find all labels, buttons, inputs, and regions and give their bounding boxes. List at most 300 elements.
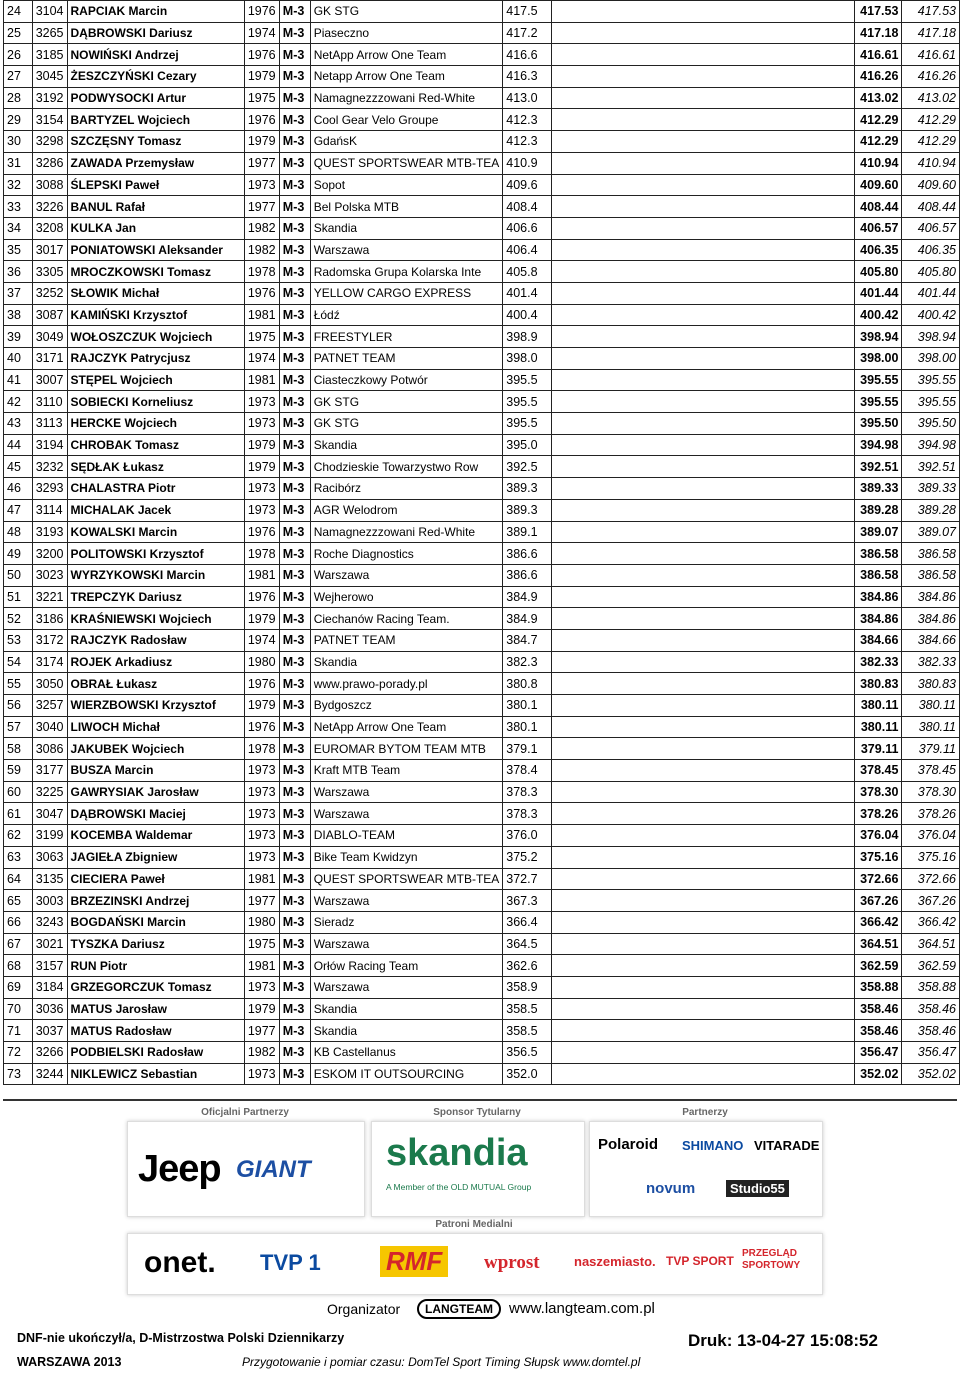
points-cell: 367.3 xyxy=(503,890,552,912)
category-cell: M-3 xyxy=(279,326,310,348)
position-cell: 62 xyxy=(4,825,33,847)
table-row xyxy=(4,933,960,955)
total-cell: 378.26 xyxy=(855,803,902,825)
total-cell: 376.04 xyxy=(855,825,902,847)
points-cell: 412.3 xyxy=(503,109,552,131)
gap-cell xyxy=(551,196,855,218)
final-cell: 376.04 xyxy=(902,825,960,847)
table-row xyxy=(4,174,960,196)
total-cell: 394.98 xyxy=(855,434,902,456)
bib-cell: 3266 xyxy=(32,1042,67,1064)
name-cell: SŁOWIK Michał xyxy=(67,282,244,304)
position-cell: 69 xyxy=(4,976,33,998)
position-cell: 55 xyxy=(4,673,33,695)
gap-cell xyxy=(551,564,855,586)
points-cell: 380.1 xyxy=(503,716,552,738)
final-cell: 412.29 xyxy=(902,109,960,131)
bib-cell: 3232 xyxy=(32,456,67,478)
gap-cell xyxy=(551,282,855,304)
table-row xyxy=(4,499,960,521)
table-row xyxy=(4,521,960,543)
category-cell: M-3 xyxy=(279,976,310,998)
team-cell: Sopot xyxy=(310,174,503,196)
bib-cell: 3184 xyxy=(32,976,67,998)
studio55-logo: Studio55 xyxy=(726,1180,789,1197)
year-cell: 1982 xyxy=(244,1042,279,1064)
category-cell: M-3 xyxy=(279,998,310,1020)
category-cell: M-3 xyxy=(279,738,310,760)
gap-cell xyxy=(551,1063,855,1085)
bib-cell: 3286 xyxy=(32,152,67,174)
name-cell: BARTYZEL Wojciech xyxy=(67,109,244,131)
total-cell: 384.86 xyxy=(855,608,902,630)
position-cell: 40 xyxy=(4,348,33,370)
category-cell: M-3 xyxy=(279,131,310,153)
position-cell: 45 xyxy=(4,456,33,478)
total-cell: 401.44 xyxy=(855,282,902,304)
name-cell: POLITOWSKI Krzysztof xyxy=(67,543,244,565)
gap-cell xyxy=(551,521,855,543)
bib-cell: 3036 xyxy=(32,998,67,1020)
gap-cell xyxy=(551,760,855,782)
total-cell: 380.83 xyxy=(855,673,902,695)
gap-cell xyxy=(551,109,855,131)
bib-cell: 3186 xyxy=(32,608,67,630)
team-cell: GK STG xyxy=(310,391,503,413)
bib-cell: 3040 xyxy=(32,716,67,738)
year-cell: 1982 xyxy=(244,239,279,261)
team-cell: Warszawa xyxy=(310,239,503,261)
wprost-logo: wprost xyxy=(484,1252,540,1273)
gap-cell xyxy=(551,933,855,955)
results-table xyxy=(3,0,960,1085)
table-row xyxy=(4,998,960,1020)
team-cell: Wejherowo xyxy=(310,586,503,608)
year-cell: 1973 xyxy=(244,478,279,500)
name-cell: BRZEZINSKI Andrzej xyxy=(67,890,244,912)
bib-cell: 3257 xyxy=(32,695,67,717)
category-cell: M-3 xyxy=(279,1020,310,1042)
category-cell: M-3 xyxy=(279,44,310,66)
final-cell: 386.58 xyxy=(902,564,960,586)
position-cell: 49 xyxy=(4,543,33,565)
team-cell: Chodzieskie Towarzystwo Row xyxy=(310,456,503,478)
position-cell: 30 xyxy=(4,131,33,153)
points-cell: 352.0 xyxy=(503,1063,552,1085)
name-cell: WYRZYKOWSKI Marcin xyxy=(67,564,244,586)
position-cell: 52 xyxy=(4,608,33,630)
bib-cell: 3225 xyxy=(32,781,67,803)
year-cell: 1981 xyxy=(244,564,279,586)
year-cell: 1978 xyxy=(244,543,279,565)
team-cell: KB Castellanus xyxy=(310,1042,503,1064)
bib-cell: 3021 xyxy=(32,933,67,955)
year-cell: 1973 xyxy=(244,413,279,435)
table-row xyxy=(4,976,960,998)
name-cell: KAMIŃSKI Krzysztof xyxy=(67,304,244,326)
name-cell: SĘDŁAK Łukasz xyxy=(67,456,244,478)
position-cell: 58 xyxy=(4,738,33,760)
gap-cell xyxy=(551,716,855,738)
gap-cell xyxy=(551,499,855,521)
team-cell: Skandia xyxy=(310,1020,503,1042)
table-row xyxy=(4,673,960,695)
category-cell: M-3 xyxy=(279,348,310,370)
category-cell: M-3 xyxy=(279,217,310,239)
total-cell: 372.66 xyxy=(855,868,902,890)
jeep-logo: Jeep xyxy=(138,1148,221,1190)
gap-cell xyxy=(551,22,855,44)
bib-cell: 3063 xyxy=(32,846,67,868)
year-cell: 1973 xyxy=(244,976,279,998)
final-cell: 394.98 xyxy=(902,434,960,456)
table-row xyxy=(4,564,960,586)
position-cell: 63 xyxy=(4,846,33,868)
name-cell: JAGIEŁA Zbigniew xyxy=(67,846,244,868)
name-cell: BOGDAŃSKI Marcin xyxy=(67,911,244,933)
year-cell: 1973 xyxy=(244,1063,279,1085)
year-cell: 1973 xyxy=(244,803,279,825)
position-cell: 25 xyxy=(4,22,33,44)
category-cell: M-3 xyxy=(279,174,310,196)
team-cell: Bel Polska MTB xyxy=(310,196,503,218)
year-cell: 1976 xyxy=(244,716,279,738)
table-row xyxy=(4,1042,960,1064)
table-row xyxy=(4,738,960,760)
table-row xyxy=(4,413,960,435)
total-cell: 400.42 xyxy=(855,304,902,326)
bib-cell: 3174 xyxy=(32,651,67,673)
year-cell: 1973 xyxy=(244,391,279,413)
final-cell: 398.00 xyxy=(902,348,960,370)
gap-cell xyxy=(551,152,855,174)
year-cell: 1981 xyxy=(244,868,279,890)
position-cell: 64 xyxy=(4,868,33,890)
position-cell: 73 xyxy=(4,1063,33,1085)
table-row xyxy=(4,66,960,88)
team-cell: Netapp Arrow One Team xyxy=(310,66,503,88)
table-row xyxy=(4,716,960,738)
position-cell: 37 xyxy=(4,282,33,304)
points-cell: 395.5 xyxy=(503,369,552,391)
category-cell: M-3 xyxy=(279,478,310,500)
team-cell: EUROMAR BYTOM TEAM MTB xyxy=(310,738,503,760)
name-cell: MICHALAK Jacek xyxy=(67,499,244,521)
category-cell: M-3 xyxy=(279,109,310,131)
bib-cell: 3157 xyxy=(32,955,67,977)
position-cell: 24 xyxy=(4,1,33,23)
team-cell: Warszawa xyxy=(310,933,503,955)
points-cell: 376.0 xyxy=(503,825,552,847)
total-cell: 367.26 xyxy=(855,890,902,912)
table-row xyxy=(4,1,960,23)
position-cell: 57 xyxy=(4,716,33,738)
gap-cell xyxy=(551,976,855,998)
gap-cell xyxy=(551,87,855,109)
gap-cell xyxy=(551,217,855,239)
title-sponsor-box xyxy=(371,1121,585,1217)
bib-cell: 3193 xyxy=(32,521,67,543)
name-cell: RAPCIAK Marcin xyxy=(67,1,244,23)
total-cell: 416.61 xyxy=(855,44,902,66)
gap-cell xyxy=(551,846,855,868)
points-cell: 384.7 xyxy=(503,629,552,651)
team-cell: NetApp Arrow One Team xyxy=(310,44,503,66)
position-cell: 29 xyxy=(4,109,33,131)
year-cell: 1976 xyxy=(244,521,279,543)
team-cell: Łódź xyxy=(310,304,503,326)
total-cell: 356.47 xyxy=(855,1042,902,1064)
year-cell: 1981 xyxy=(244,369,279,391)
name-cell: NOWIŃSKI Andrzej xyxy=(67,44,244,66)
year-cell: 1979 xyxy=(244,695,279,717)
category-cell: M-3 xyxy=(279,955,310,977)
bib-cell: 3007 xyxy=(32,369,67,391)
team-cell: Warszawa xyxy=(310,803,503,825)
category-cell: M-3 xyxy=(279,543,310,565)
table-row xyxy=(4,955,960,977)
total-cell: 398.94 xyxy=(855,326,902,348)
gap-cell xyxy=(551,998,855,1020)
points-cell: 410.9 xyxy=(503,152,552,174)
table-row xyxy=(4,391,960,413)
category-cell: M-3 xyxy=(279,890,310,912)
points-cell: 395.5 xyxy=(503,413,552,435)
final-cell: 406.35 xyxy=(902,239,960,261)
year-cell: 1973 xyxy=(244,846,279,868)
total-cell: 389.28 xyxy=(855,499,902,521)
team-cell: Racibórz xyxy=(310,478,503,500)
points-cell: 356.5 xyxy=(503,1042,552,1064)
table-row xyxy=(4,282,960,304)
total-cell: 375.16 xyxy=(855,846,902,868)
points-cell: 366.4 xyxy=(503,911,552,933)
table-row xyxy=(4,304,960,326)
bib-cell: 3047 xyxy=(32,803,67,825)
final-cell: 413.02 xyxy=(902,87,960,109)
gap-cell xyxy=(551,478,855,500)
table-row xyxy=(4,1020,960,1042)
gap-cell xyxy=(551,868,855,890)
separator-line xyxy=(3,1099,957,1101)
points-cell: 386.6 xyxy=(503,543,552,565)
final-cell: 408.44 xyxy=(902,196,960,218)
name-cell: RAJCZYK Patrycjusz xyxy=(67,348,244,370)
novum-logo: novum xyxy=(646,1180,696,1197)
gap-cell xyxy=(551,456,855,478)
position-cell: 59 xyxy=(4,760,33,782)
final-cell: 409.60 xyxy=(902,174,960,196)
category-cell: M-3 xyxy=(279,564,310,586)
polaroid-logo: Polaroid xyxy=(598,1136,659,1153)
gap-cell xyxy=(551,413,855,435)
bib-cell: 3243 xyxy=(32,911,67,933)
partners-label: Partnerzy xyxy=(682,1107,728,1118)
year-cell: 1981 xyxy=(244,955,279,977)
team-cell: Namagnezzzowani Red-White xyxy=(310,87,503,109)
bib-cell: 3200 xyxy=(32,543,67,565)
category-cell: M-3 xyxy=(279,608,310,630)
total-cell: 413.02 xyxy=(855,87,902,109)
position-cell: 61 xyxy=(4,803,33,825)
category-cell: M-3 xyxy=(279,499,310,521)
langteam-url: www.langteam.com.pl xyxy=(509,1300,655,1317)
vitarade-logo: VITARADE xyxy=(754,1138,820,1153)
team-cell: Roche Diagnostics xyxy=(310,543,503,565)
gap-cell xyxy=(551,1042,855,1064)
final-cell: 389.33 xyxy=(902,478,960,500)
position-cell: 39 xyxy=(4,326,33,348)
name-cell: GAWRYSIAK Jarosław xyxy=(67,781,244,803)
table-row xyxy=(4,434,960,456)
position-cell: 44 xyxy=(4,434,33,456)
team-cell: Radomska Grupa Kolarska Inte xyxy=(310,261,503,283)
category-cell: M-3 xyxy=(279,868,310,890)
title-sponsor-label: Sponsor Tytularny xyxy=(433,1107,521,1118)
position-cell: 26 xyxy=(4,44,33,66)
category-cell: M-3 xyxy=(279,66,310,88)
table-row xyxy=(4,629,960,651)
name-cell: CHALASTRA Piotr xyxy=(67,478,244,500)
rmf-logo: RMF xyxy=(380,1246,448,1277)
year-cell: 1979 xyxy=(244,66,279,88)
bib-cell: 3045 xyxy=(32,66,67,88)
name-cell: ŚLEPSKI Paweł xyxy=(67,174,244,196)
bib-cell: 3194 xyxy=(32,434,67,456)
table-row xyxy=(4,239,960,261)
footer-credits: Przygotowanie i pomiar czasu: DomTel Sport Timing Słupsk www.domtel.pl xyxy=(242,1355,641,1369)
table-row xyxy=(4,348,960,370)
final-cell: 417.18 xyxy=(902,22,960,44)
year-cell: 1980 xyxy=(244,651,279,673)
table-row xyxy=(4,131,960,153)
position-cell: 60 xyxy=(4,781,33,803)
gap-cell xyxy=(551,890,855,912)
name-cell: CHROBAK Tomasz xyxy=(67,434,244,456)
bib-cell: 3265 xyxy=(32,22,67,44)
name-cell: LIWOCH Michał xyxy=(67,716,244,738)
total-cell: 406.57 xyxy=(855,217,902,239)
final-cell: 378.45 xyxy=(902,760,960,782)
bib-cell: 3086 xyxy=(32,738,67,760)
points-cell: 382.3 xyxy=(503,651,552,673)
final-cell: 380.83 xyxy=(902,673,960,695)
category-cell: M-3 xyxy=(279,695,310,717)
name-cell: JAKUBEK Wojciech xyxy=(67,738,244,760)
year-cell: 1979 xyxy=(244,131,279,153)
team-cell: Orłów Racing Team xyxy=(310,955,503,977)
bib-cell: 3226 xyxy=(32,196,67,218)
position-cell: 48 xyxy=(4,521,33,543)
total-cell: 395.55 xyxy=(855,369,902,391)
gap-cell xyxy=(551,261,855,283)
final-cell: 395.50 xyxy=(902,413,960,435)
name-cell: RUN Piotr xyxy=(67,955,244,977)
team-cell: GK STG xyxy=(310,1,503,23)
name-cell: BANUL Rafał xyxy=(67,196,244,218)
year-cell: 1973 xyxy=(244,499,279,521)
year-cell: 1973 xyxy=(244,174,279,196)
table-row xyxy=(4,890,960,912)
total-cell: 378.45 xyxy=(855,760,902,782)
total-cell: 380.11 xyxy=(855,716,902,738)
gap-cell xyxy=(551,955,855,977)
total-cell: 389.33 xyxy=(855,478,902,500)
name-cell: PODWYSOCKI Artur xyxy=(67,87,244,109)
points-cell: 400.4 xyxy=(503,304,552,326)
bib-cell: 3110 xyxy=(32,391,67,413)
name-cell: HERCKE Wojciech xyxy=(67,413,244,435)
team-cell: Warszawa xyxy=(310,781,503,803)
points-cell: 406.4 xyxy=(503,239,552,261)
team-cell: GK STG xyxy=(310,413,503,435)
name-cell: MATUS Radosław xyxy=(67,1020,244,1042)
points-cell: 389.1 xyxy=(503,521,552,543)
table-row xyxy=(4,911,960,933)
position-cell: 35 xyxy=(4,239,33,261)
name-cell: KULKA Jan xyxy=(67,217,244,239)
total-cell: 412.29 xyxy=(855,109,902,131)
total-cell: 395.55 xyxy=(855,391,902,413)
total-cell: 398.00 xyxy=(855,348,902,370)
points-cell: 395.0 xyxy=(503,434,552,456)
points-cell: 416.3 xyxy=(503,66,552,88)
final-cell: 384.86 xyxy=(902,608,960,630)
final-cell: 367.26 xyxy=(902,890,960,912)
position-cell: 67 xyxy=(4,933,33,955)
bib-cell: 3305 xyxy=(32,261,67,283)
year-cell: 1975 xyxy=(244,87,279,109)
final-cell: 379.11 xyxy=(902,738,960,760)
points-cell: 401.4 xyxy=(503,282,552,304)
results-body xyxy=(4,1,960,1085)
points-cell: 395.5 xyxy=(503,391,552,413)
total-cell: 358.46 xyxy=(855,998,902,1020)
team-cell: Bike Team Kwidzyn xyxy=(310,846,503,868)
points-cell: 372.7 xyxy=(503,868,552,890)
points-cell: 386.6 xyxy=(503,564,552,586)
points-cell: 409.6 xyxy=(503,174,552,196)
final-cell: 372.66 xyxy=(902,868,960,890)
category-cell: M-3 xyxy=(279,629,310,651)
position-cell: 72 xyxy=(4,1042,33,1064)
total-cell: 379.11 xyxy=(855,738,902,760)
partners-box xyxy=(589,1121,823,1217)
position-cell: 27 xyxy=(4,66,33,88)
table-row xyxy=(4,846,960,868)
name-cell: DĄBROWSKI Dariusz xyxy=(67,22,244,44)
position-cell: 41 xyxy=(4,369,33,391)
table-row xyxy=(4,44,960,66)
table-row xyxy=(4,196,960,218)
name-cell: DĄBROWSKI Maciej xyxy=(67,803,244,825)
organizer-label: Organizator xyxy=(327,1301,401,1317)
points-cell: 392.5 xyxy=(503,456,552,478)
category-cell: M-3 xyxy=(279,781,310,803)
table-row xyxy=(4,868,960,890)
name-cell: ROJEK Arkadiusz xyxy=(67,651,244,673)
team-cell: Skandia xyxy=(310,434,503,456)
final-cell: 366.42 xyxy=(902,911,960,933)
year-cell: 1976 xyxy=(244,109,279,131)
bib-cell: 3003 xyxy=(32,890,67,912)
name-cell: PONIATOWSKI Aleksander xyxy=(67,239,244,261)
team-cell: PATNET TEAM xyxy=(310,629,503,651)
category-cell: M-3 xyxy=(279,239,310,261)
final-cell: 384.66 xyxy=(902,629,960,651)
points-cell: 398.9 xyxy=(503,326,552,348)
table-row xyxy=(4,109,960,131)
